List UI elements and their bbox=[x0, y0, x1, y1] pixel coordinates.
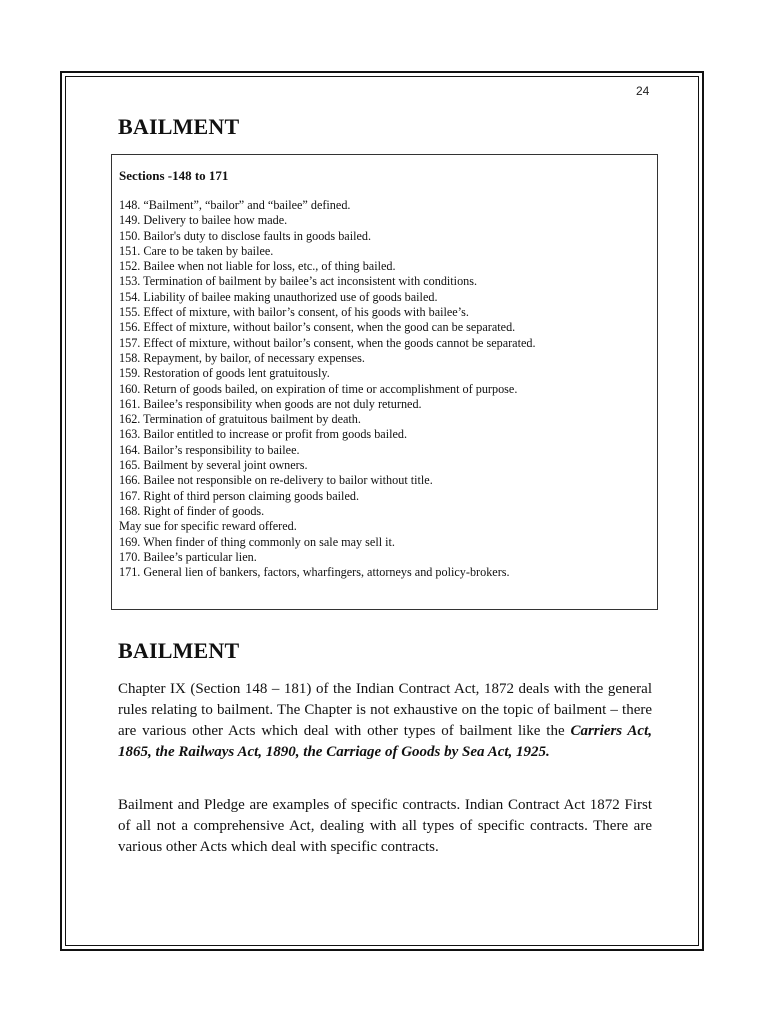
section-item: 171. General lien of bankers, factors, wharfingers, attorneys and policy-brokers. bbox=[119, 565, 510, 580]
paragraph-chapter-ix-text: Chapter IX (Section 148 – 181) of the Indian Contract Act, 1872 deals with the general rules relating to bailment. The Chapter is not exhaustive on the topic of bailment – there are various other Acts which deal with other types of bailment like the bbox=[118, 681, 652, 739]
section-item: 150. Bailor's duty to disclose faults in goods bailed. bbox=[119, 228, 372, 243]
section-item: 156. Effect of mixture, without bailor’s consent, when the good can be separated. bbox=[119, 320, 516, 335]
section-item: 169. When finder of thing commonly on sale may sell it. bbox=[119, 534, 395, 549]
section-item: 159. Restoration of goods lent gratuitously. bbox=[119, 366, 330, 381]
section-item: 149. Delivery to bailee how made. bbox=[119, 213, 288, 228]
section-item: 151. Care to be taken by bailee. bbox=[119, 243, 274, 258]
section-item: 162. Termination of gratuitous bailment by death. bbox=[119, 412, 361, 427]
section-item: 164. Bailor’s responsibility to bailee. bbox=[119, 442, 300, 457]
section-item: May sue for specific reward offered. bbox=[119, 519, 297, 534]
section-item: 163. Bailor entitled to increase or profit from goods bailed. bbox=[119, 427, 408, 442]
section-item: 157. Effect of mixture, without bailor’s consent, when the goods cannot be separated. bbox=[119, 335, 536, 350]
section-item: 161. Bailee’s responsibility when goods are not duly returned. bbox=[119, 396, 422, 411]
section-item: 160. Return of goods bailed, on expiration of time or accomplishment of purpose. bbox=[119, 381, 518, 396]
paragraph-bailment-pledge: Bailment and Pledge are examples of specific contracts. Indian Contract Act 1872 First of all not a comprehensive Act, dealing with all types of specific contracts. There are various other Acts which deal with specific contracts. bbox=[118, 797, 652, 855]
section-item: 158. Repayment, by bailor, of necessary expenses. bbox=[119, 350, 365, 365]
paragraph-acts-emphasis: Carriers Act, 1865, the Railways Act, 1890, the Carriage of Goods by Sea Act, 1925. bbox=[118, 723, 653, 760]
paragraph-chapter-ix bbox=[118, 679, 652, 763]
section-item: 155. Effect of mixture, with bailor’s consent, of his goods with bailee’s. bbox=[119, 305, 469, 320]
heading-bailment-bottom: BAILMENT bbox=[118, 638, 240, 663]
heading-bailment-top: BAILMENT bbox=[118, 114, 240, 139]
section-item: 153. Termination of bailment by bailee’s act inconsistent with conditions. bbox=[119, 274, 478, 289]
sections-list bbox=[119, 198, 657, 580]
section-item: 168. Right of finder of goods. bbox=[119, 503, 265, 518]
section-item: 154. Liability of bailee making unauthorized use of goods bailed. bbox=[119, 289, 438, 304]
sections-title: Sections -148 to 171 bbox=[119, 168, 229, 183]
sections-box bbox=[111, 154, 658, 610]
section-item: 166. Bailee not responsible on re-delivery to bailor without title. bbox=[119, 473, 433, 488]
section-item: 165. Bailment by several joint owners. bbox=[119, 458, 308, 473]
section-item: 152. Bailee when not liable for loss, etc., of thing bailed. bbox=[119, 259, 396, 274]
section-item: 167. Right of third person claiming goods bailed. bbox=[119, 488, 359, 503]
page-number: 24 bbox=[636, 84, 650, 98]
section-item: 148. “Bailment”, “bailor” and “bailee” defined. bbox=[119, 198, 351, 212]
section-item: 170. Bailee’s particular lien. bbox=[119, 549, 257, 564]
